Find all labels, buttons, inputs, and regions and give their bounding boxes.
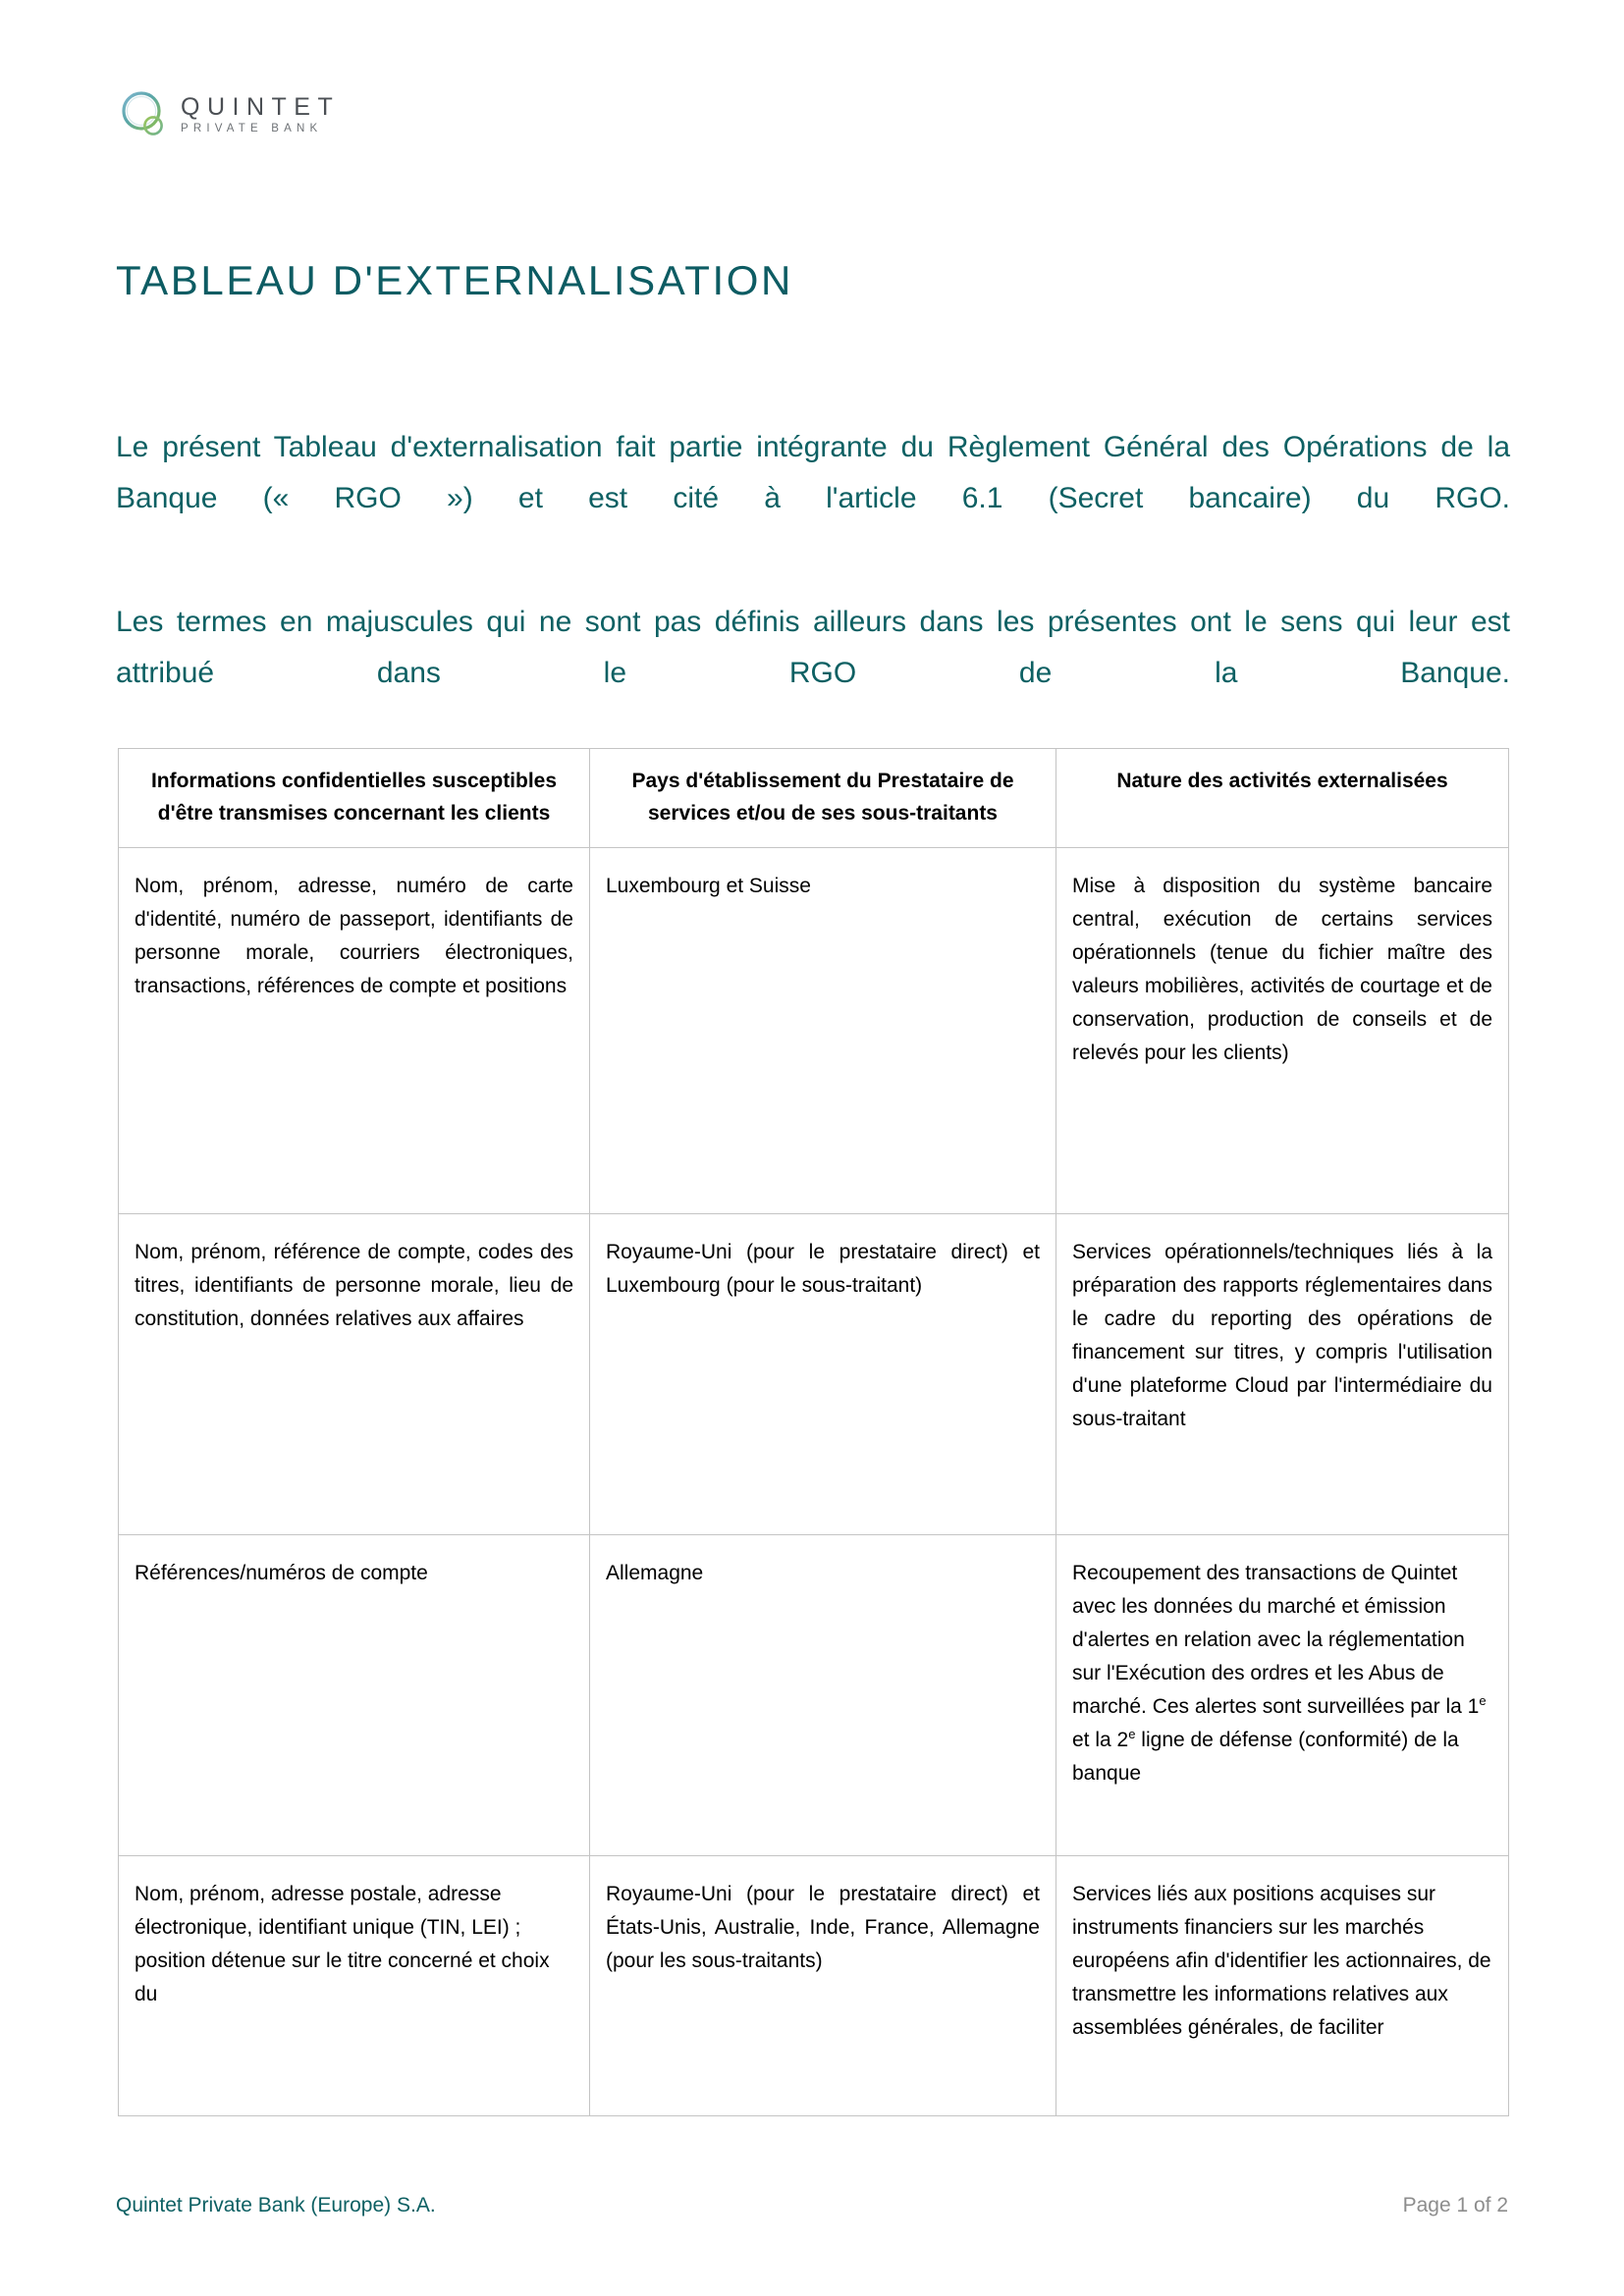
- cell-provider-country: Royaume-Uni (pour le prestataire direct) et États-Unis, Australie, Inde, France, Allemagne (pour les sous-traitants): [590, 1856, 1056, 2116]
- cell-provider-country: Royaume-Uni (pour le prestataire direct) et Luxembourg (pour le sous-traitant): [590, 1214, 1056, 1535]
- page-footer: [116, 2194, 1508, 2217]
- intro-paragraph-2: Les termes en majuscules qui ne sont pas définis ailleurs dans les présentes ont le sens qui leur est attribué dans le RGO de la Banque.: [116, 606, 1510, 689]
- footer-entity-name: Quintet Private Bank (Europe) S.A.: [116, 2194, 436, 2216]
- quintet-ring-logo-icon: [118, 88, 169, 139]
- page-title: TABLEAU D'EXTERNALISATION: [116, 257, 793, 303]
- brand-wordmark: [181, 92, 340, 135]
- cell-outsourced-activities: [1056, 1535, 1509, 1856]
- cell-outsourced-activities: Mise à disposition du système bancaire central, exécution de certains services opérationnels (tenue du fichier maître des valeurs mobilières, activités de courtage et de conservation, production de conseils et de relevés pour les clients): [1056, 848, 1509, 1214]
- nature-text-part-2: et la 2: [1072, 1729, 1129, 1751]
- cell-outsourced-activities: Services opérationnels/techniques liés à la préparation des rapports réglementaires dans le cadre du reporting des opérations de financement sur titres, y compris l'utilisation d'une plateforme Cloud par l'intermédiaire du sous-traitant: [1056, 1214, 1509, 1535]
- table-row: [119, 1214, 1509, 1535]
- externalisation-table: [118, 748, 1509, 2116]
- table-row: [119, 1856, 1509, 2116]
- cell-outsourced-activities: Services liés aux positions acquises sur instruments financiers sur les marchés européens afin d'identifier les actionnaires, de transmettre les informations relatives aux assemblées générales, de faciliter: [1056, 1856, 1509, 2116]
- table-header-row: [119, 749, 1509, 848]
- column-header-outsourced-activities: Nature des activités externalisées: [1056, 749, 1509, 848]
- footer-page-number: Page 1 of 2: [1402, 2194, 1508, 2216]
- brand-name: QUINTET: [181, 93, 341, 122]
- nature-text-part-3: ligne de défense (conformité) de la banque: [1072, 1729, 1459, 1785]
- ordinal-superscript-first: e: [1479, 1693, 1487, 1708]
- ordinal-superscript-second: e: [1128, 1727, 1136, 1741]
- table-row: [119, 1535, 1509, 1856]
- intro-text: [116, 422, 1510, 750]
- cell-provider-country: Luxembourg et Suisse: [590, 848, 1056, 1214]
- table-body: [119, 848, 1509, 2116]
- cell-confidential-information: Nom, prénom, référence de compte, codes des titres, identifiants de personne morale, lieu de constitution, données relatives aux affaires: [119, 1214, 590, 1535]
- cell-confidential-information: Références/numéros de compte: [119, 1535, 590, 1856]
- brand-tagline: PRIVATE BANK: [181, 123, 323, 135]
- column-header-provider-country: Pays d'établissement du Prestataire de services et/ou de ses sous-traitants: [590, 749, 1056, 848]
- table-header: [119, 749, 1509, 848]
- cell-confidential-information: Nom, prénom, adresse postale, adresse électronique, identifiant unique (TIN, LEI) ; position détenue sur le titre concerné et choix du: [119, 1856, 590, 2116]
- cell-provider-country: Allemagne: [590, 1535, 1056, 1856]
- brand-logo: [118, 86, 340, 141]
- column-header-confidential-information: Informations confidentielles susceptibles d'être transmises concernant les clients: [119, 749, 590, 848]
- nature-text-part-1: Recoupement des transactions de Quintet avec les données du marché et émission d'alertes en relation avec la réglementation sur l'Exécution des ordres et les Abus de marché. Ces alertes sont surveillées par la 1: [1072, 1562, 1480, 1718]
- intro-paragraph-1: Le présent Tableau d'externalisation fait partie intégrante du Règlement Général des Opérations de la Banque (« RGO ») et est cité à l'article 6.1 (Secret bancaire) du RGO.: [116, 431, 1510, 514]
- cell-confidential-information: Nom, prénom, adresse, numéro de carte d'identité, numéro de passeport, identifiants de personne morale, courriers électroniques, transactions, références de compte et positions: [119, 848, 590, 1214]
- table-row: [119, 848, 1509, 1214]
